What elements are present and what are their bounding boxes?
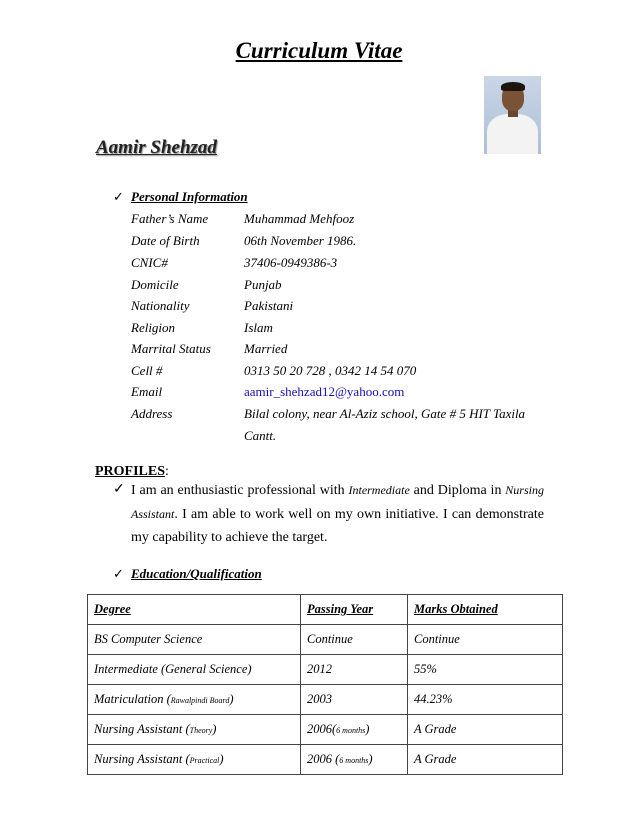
degree-cell [88,745,301,775]
field-value: Punjab [244,277,282,292]
column-header: Marks Obtained [408,595,563,625]
marks-cell: 44.23% [408,685,563,715]
field-label: Domicile [131,277,179,292]
degree-text: Matriculation ( [94,692,171,706]
degree-text: Nursing Assistant ( [94,722,190,736]
field-value: 37406-0949386-3 [244,255,338,270]
marks-cell: Continue [408,625,563,655]
checkmark-icon: ✓ [113,189,124,204]
table-row [88,685,563,715]
column-header: Degree [88,595,301,625]
table-row [88,745,563,775]
marks-cell: 55% [408,655,563,685]
degree-cell [88,685,301,715]
profile-text-part: I am an enthusiastic professional with [131,483,349,498]
photo-shirt [487,114,538,154]
checkmark-icon: ✓ [113,482,125,497]
profile-paragraph [131,479,544,550]
field-label: Email [131,384,163,399]
year-cell [301,745,408,775]
email-link[interactable]: aamir_shehzad12@yahoo.com [244,384,405,399]
degree-note: Practical [189,756,220,765]
degree-note: Theory [189,726,213,735]
field-label: Marrital Status [131,341,211,356]
checkmark-icon: ✓ [113,566,124,581]
profiles-heading-text: PROFILES [95,464,166,479]
profiles-heading [95,464,169,480]
degree-cell [88,715,301,745]
year-text: 2006( [307,722,337,736]
profile-text-italic: Intermediate [348,483,410,497]
year-note: 6 months [336,726,366,735]
year-cell [301,715,408,745]
field-value-continued: Cantt. [244,428,277,443]
education-heading: Education/Qualification [131,566,262,581]
field-label: CNIC# [131,255,168,270]
degree-cell [88,625,301,655]
year-text: Continue [307,632,353,646]
year-text: 2012 [307,662,332,676]
year-cell [301,655,408,685]
field-value: Islam [244,320,273,335]
field-value: 06th November 1986. [244,233,357,248]
year-text: 2006 ( [307,752,340,766]
degree-text: Intermediate (General Science) [94,662,252,676]
field-value: Bilal colony, near Al-Aziz school, Gate # 5 HIT Taxila [244,406,526,421]
degree-close: ) [212,722,217,736]
marks-cell: A Grade [408,745,563,775]
profile-text-italic: Nursing Assistant [131,483,544,521]
table-row [88,625,563,655]
degree-text: Nursing Assistant ( [94,752,190,766]
photo-hair [501,82,525,91]
table-row [88,655,563,685]
profiles-colon: : [165,464,169,479]
field-label: Religion [131,320,176,335]
year-cell [301,685,408,715]
degree-close: ) [219,752,224,766]
degree-close: ) [229,692,234,706]
profile-photo [484,76,541,154]
degree-note: Rawalpindi Board [170,696,230,705]
field-value: 0313 50 20 728 , 0342 14 54 070 [244,363,417,378]
year-note: 6 months [339,756,369,765]
marks-cell: A Grade [408,715,563,745]
profile-text-part: . I am able to work well on my own initiative. I can demonstrate my capability to achieve the target. [131,506,544,545]
field-label: Father’s Name [131,211,209,226]
profile-text-part: and Diploma in [409,483,506,498]
cv-title: Curriculum Vitae [235,38,403,63]
field-label: Nationality [131,298,190,313]
year-cell [301,625,408,655]
field-value: Muhammad Mehfooz [244,211,355,226]
degree-cell [88,655,301,685]
year-text: 2003 [307,692,332,706]
personal-info-heading: Personal Information [131,189,248,204]
field-value: Married [244,341,288,356]
year-close: ) [365,722,370,736]
candidate-name: Aamir Shehzad [96,137,217,158]
year-close: ) [368,752,373,766]
field-label: Cell # [131,363,163,378]
table-header-row [88,595,563,625]
field-value: Pakistani [244,298,294,313]
degree-text: BS Computer Science [94,632,203,646]
table-row [88,715,563,745]
column-header: Passing Year [301,595,408,625]
education-table [87,594,563,775]
field-label: Date of Birth [131,233,200,248]
field-label: Address [131,406,173,421]
